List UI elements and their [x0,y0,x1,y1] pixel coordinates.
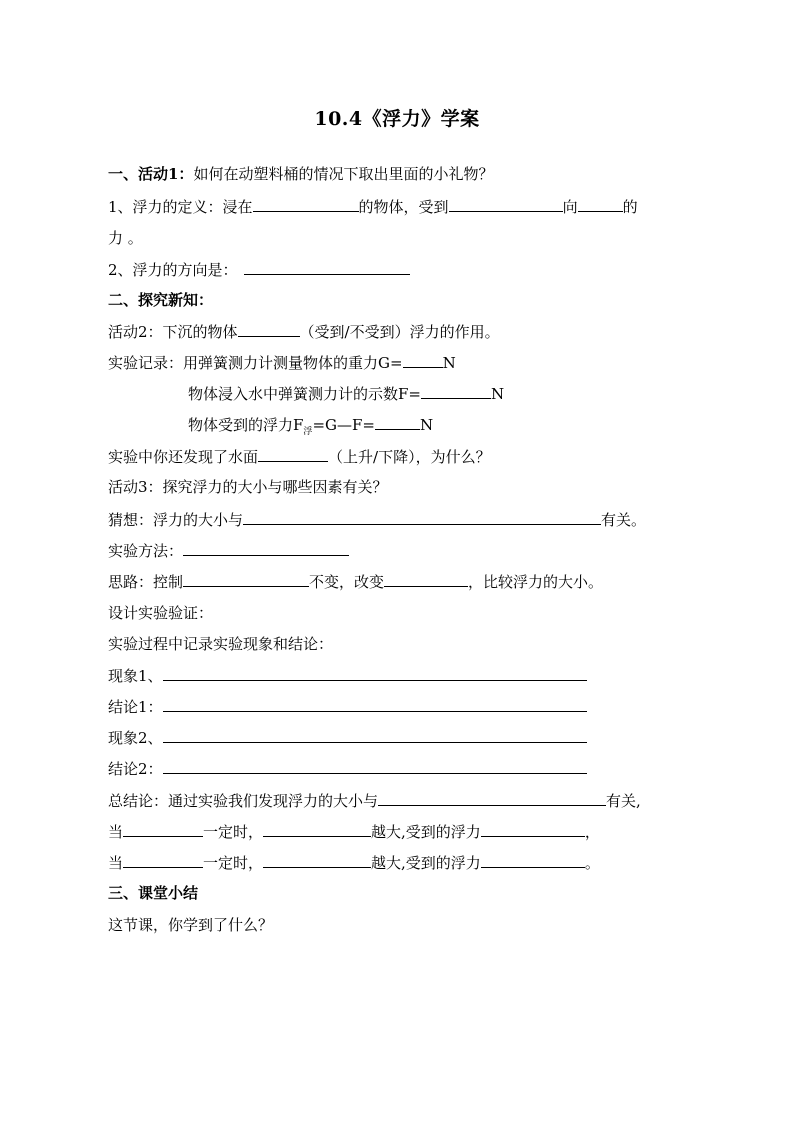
blank-fill[interactable] [183,540,349,556]
blank-fill[interactable] [163,665,587,681]
record-text-1: 实验记录：用弹簧测力计测量物体的重力G= [108,354,403,372]
activity-2-text-2: （受到/不受到）浮力的作用。 [299,323,500,341]
phenomenon-2-line [108,727,587,748]
record-process-line: 实验过程中记录实验现象和结论： [108,635,334,653]
blank-fill[interactable] [163,727,587,743]
record-line-2 [188,383,504,404]
when-text-3: 越大,受到的浮力 [371,854,481,872]
idea-text-1: 思路：控制 [108,573,184,591]
blank-fill[interactable] [253,196,359,212]
blank-fill[interactable] [163,758,587,774]
conclusion-2-line [108,758,587,779]
record-line-3 [188,414,433,442]
blank-fill[interactable] [238,321,300,337]
water-text-2: （上升/下降），为什么？ [328,448,491,466]
summary-question: 这节课，你学到了什么？ [108,916,274,934]
guess-text-1: 猜想：浮力的大小与 [108,511,244,529]
design-line: 设计实验验证： [108,604,214,622]
when-text-2: 一定时， [203,823,264,841]
total-conclusion-text-1: 总结论：通过实验我们发现浮力的大小与 [108,792,379,810]
activity-2-text-1: 活动2：下沉的物体 [108,323,238,341]
blank-fill[interactable] [123,821,203,837]
section-1-question: 如何在动塑料桶的情况下取出里面的小礼物？ [193,165,494,183]
record-text-4: =G—F= [312,416,375,434]
phenomenon-1-line [108,665,587,686]
blank-fill[interactable] [481,852,585,868]
definition-line [108,196,638,217]
section-1-line [108,164,493,184]
idea-text-2: 不变，改变 [309,573,385,591]
definition-line-cont [108,228,143,248]
method-line [108,540,349,561]
blank-fill[interactable] [378,790,606,806]
total-conclusion-text-2: 有关, [606,792,641,810]
section-1-heading: 一、活动1： [108,165,194,183]
when-end-2: 。 [584,854,600,872]
phenomenon-2-label: 现象2、 [108,729,163,747]
definition-text-4: 的 [622,198,638,216]
conclusion-2-label: 结论2： [108,760,163,778]
water-line [108,446,491,467]
when-end-1: ， [584,823,600,841]
definition-text-1: 1、浮力的定义：浸在 [108,198,253,216]
blank-fill[interactable] [578,196,623,212]
total-conclusion-line [108,790,641,811]
record-line-1 [108,352,456,373]
when-text-1: 当 [108,823,124,841]
blank-fill[interactable] [384,571,468,587]
unit-label: N [490,385,505,403]
direction-text: 2、浮力的方向是： [108,261,238,279]
when-text-1: 当 [108,854,124,872]
page-title: 10.4《浮力》学案 [314,108,480,130]
blank-fill[interactable] [263,852,371,868]
blank-fill[interactable] [258,446,328,462]
definition-text-2: 的物体，受到 [358,198,449,216]
record-text-3: 物体受到的浮力F [188,416,304,434]
idea-line [108,571,603,592]
blank-fill[interactable] [449,196,563,212]
when-line-2 [108,852,600,873]
guess-text-2: 有关。 [601,511,647,529]
conclusion-1-line [108,696,587,717]
method-text: 实验方法： [108,542,184,560]
when-text-3: 越大,受到的浮力 [371,823,481,841]
when-text-2: 一定时， [203,854,264,872]
blank-fill[interactable] [421,383,491,399]
record-text-2: 物体浸入水中弹簧测力计的示数F= [188,385,421,403]
when-line-1 [108,821,600,842]
unit-label: N [442,354,456,372]
blank-fill[interactable] [163,696,587,712]
blank-fill[interactable] [263,821,371,837]
blank-fill[interactable] [123,852,203,868]
phenomenon-1-label: 现象1、 [108,667,163,685]
blank-fill[interactable] [481,821,585,837]
buoyancy-subscript: 浮 [303,427,313,437]
blank-fill[interactable] [243,509,601,525]
conclusion-1-label: 结论1： [108,698,163,716]
unit-label: N [419,416,434,434]
guess-line [108,509,646,530]
activity-3-line: 活动3：探究浮力的大小与哪些因素有关？ [108,478,388,496]
blank-fill[interactable] [403,352,443,368]
blank-fill[interactable] [183,571,309,587]
direction-line [108,259,410,280]
idea-text-3: ，比较浮力的大小。 [468,573,604,591]
blank-fill[interactable] [375,414,420,430]
section-3-heading: 三、课堂小结 [108,884,199,902]
blank-fill[interactable] [244,259,410,275]
water-text-1: 实验中你还发现了水面 [108,448,259,466]
section-2-heading: 二、探究新知： [108,291,214,309]
activity-2-line [108,321,500,342]
definition-text-3: 向 [562,198,578,216]
definition-text-5: 力 。 [108,229,143,247]
